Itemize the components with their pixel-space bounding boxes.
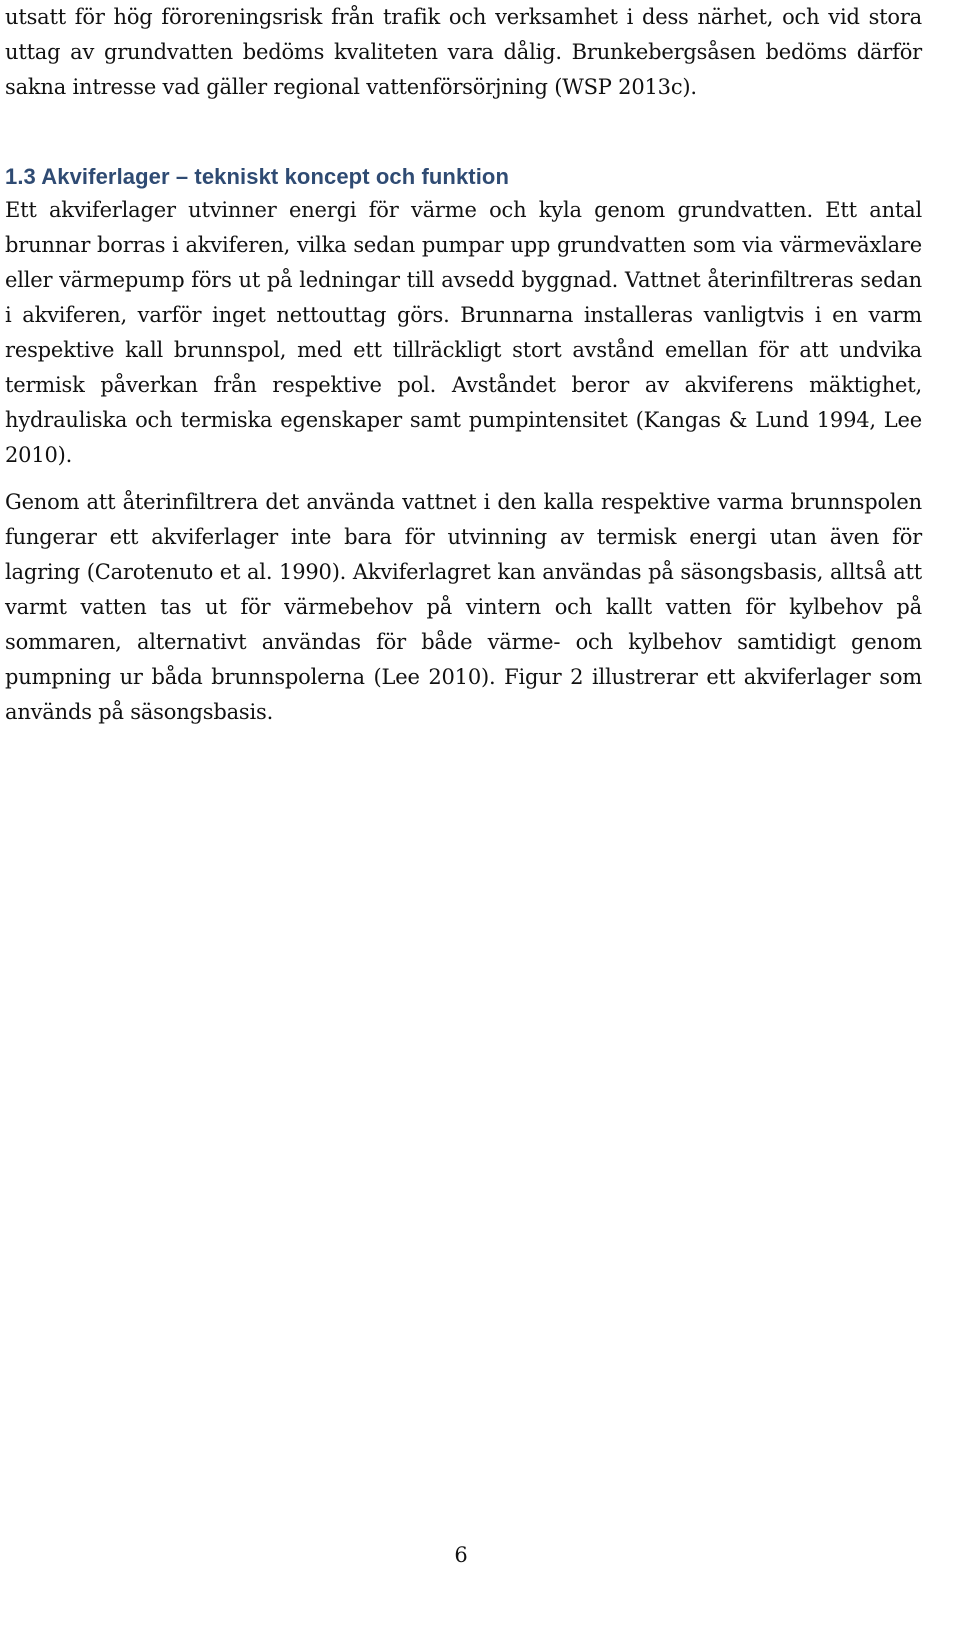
body-paragraph-2: Genom att återinfiltrera det använda vattnet i den kalla respektive varma brunnspolen fungerar ett akviferlager inte bara för utvinning av termisk energi utan även för lagring (Carotenuto et al. 1990). Akviferlagret kan användas på säsongsbasis, alltså att varmt vatten tas ut för värmebehov på vintern och kallt vatten för kylbehov på sommaren, alternativt användas för både värme- och kylbehov samtidigt genom pumpning ur båda brunnspolerna (Lee 2010). Figur 2 illustrerar ett akviferlager som används på säsongsbasis. <box>5 490 922 724</box>
document-page <box>5 0 922 730</box>
body-paragraph-1: Ett akviferlager utvinner energi för värme och kyla genom grundvatten. Ett antal brunnar borras i akviferen, vilka sedan pumpar upp grundvatten som via värmeväxlare eller värmepump förs ut på ledningar till avsedd byggnad. Vattnet återinfiltreras sedan i akviferen, varför inget nettouttag görs. Brunnarna installeras vanligtvis i en varm respektive kall brunnspol, med ett tillräckligt stort avstånd emellan för att undvika termisk påverkan från respektive pol. Avståndet beror av akviferens mäktighet, hydrauliska och termiska egenskaper samt pumpintensitet (Kangas & Lund 1994, Lee 2010). <box>5 198 922 467</box>
section-heading: 1.3 Akviferlager – tekniskt koncept och funktion <box>5 164 510 189</box>
intro-paragraph: utsatt för hög föroreningsrisk från trafik och verksamhet i dess närhet, och vid stora uttag av grundvatten bedöms kvaliteten vara dålig. Brunkebergsåsen bedöms därför sakna intresse vad gäller regional vattenförsörjning (WSP 2013c). <box>5 5 922 99</box>
page-number: 6 <box>454 1543 468 1567</box>
